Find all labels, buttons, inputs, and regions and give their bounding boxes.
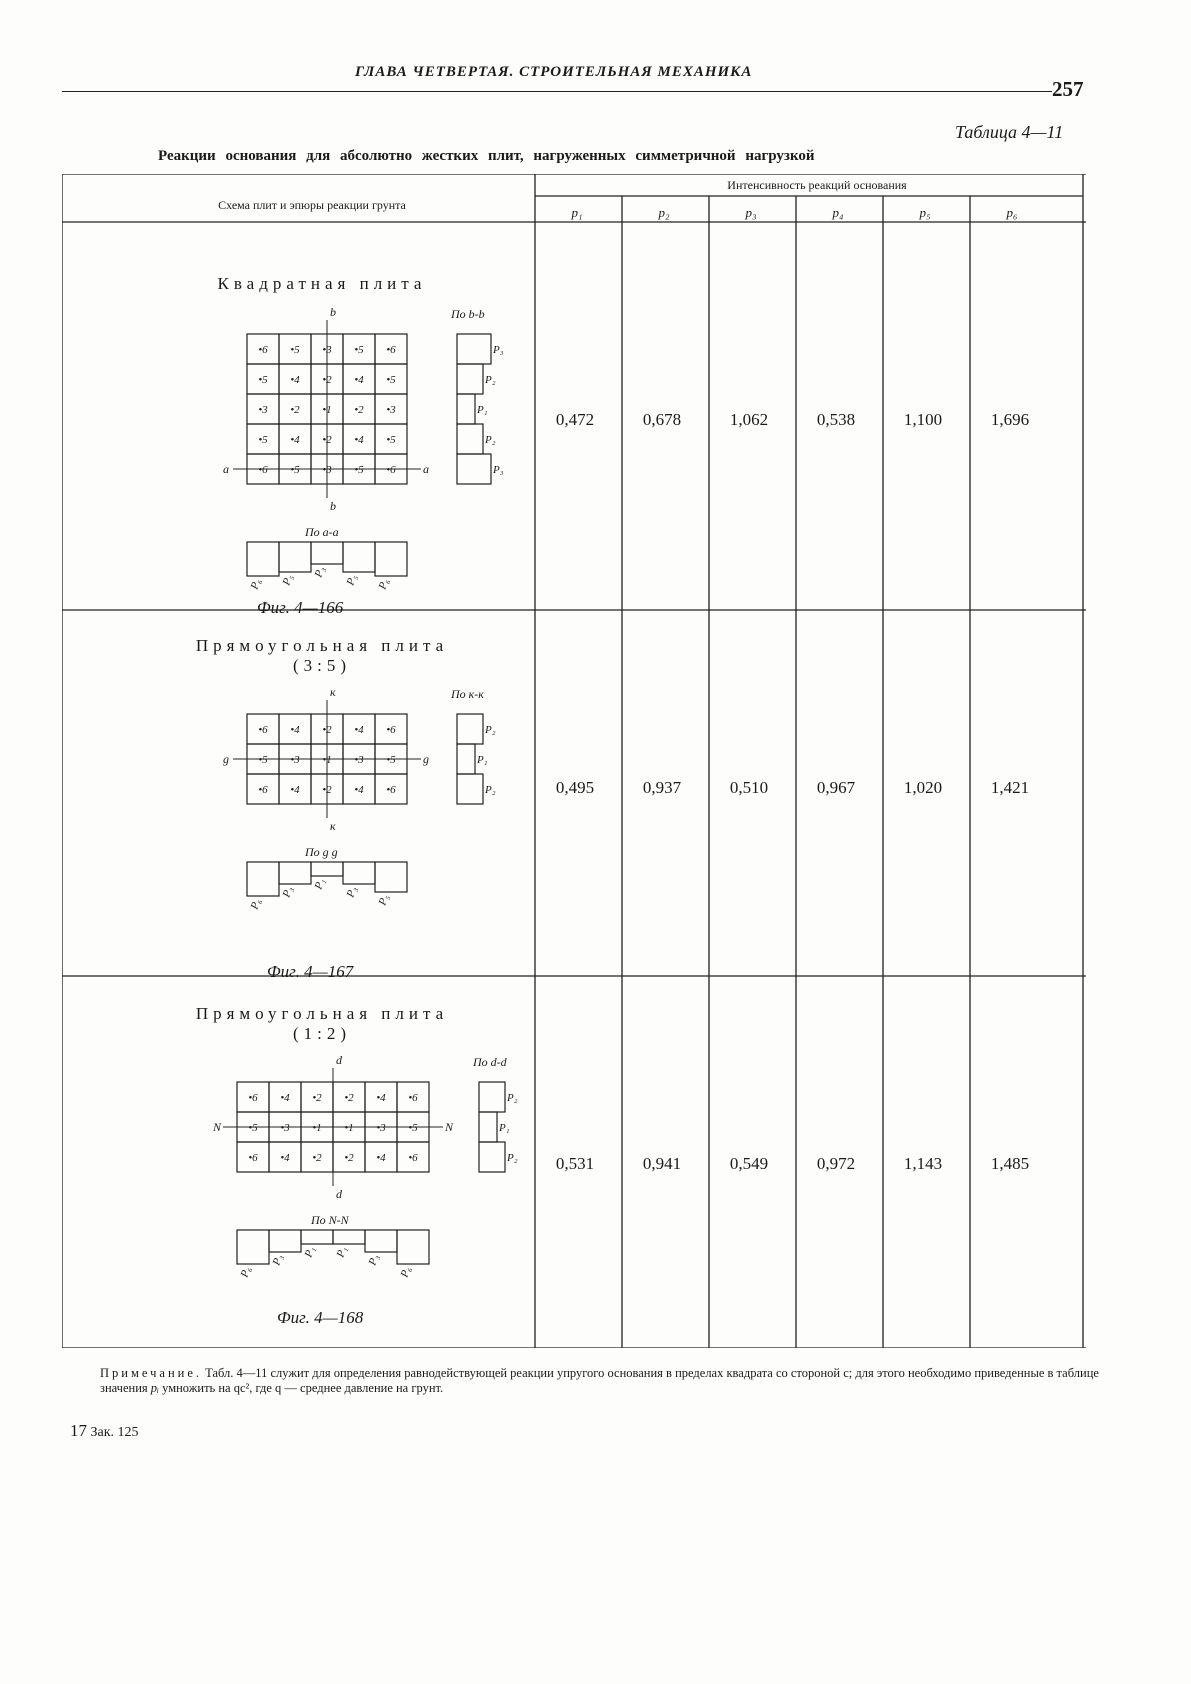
value-cell: 0,531 [555, 1154, 595, 1173]
value-cell: 0,937 [642, 778, 682, 797]
reaction-bar [457, 424, 483, 454]
cell-index: •6 [258, 724, 268, 736]
reaction-bar [301, 1230, 333, 1244]
cell-index: •5 [386, 754, 396, 766]
table-note [100, 1366, 1110, 1396]
cell-index: •4 [354, 724, 364, 736]
value-cell: 1,421 [990, 778, 1030, 797]
cell-index: •2 [344, 1152, 354, 1164]
p5-header: p₅ [919, 205, 931, 220]
intensity-column-header: Интенсивность реакций основания [727, 178, 907, 192]
cell-index: •6 [408, 1092, 418, 1104]
reaction-label: P₃ [280, 885, 296, 900]
plate-grid [212, 1053, 518, 1280]
cell-index: •5 [258, 434, 268, 446]
plate-diagram [157, 294, 527, 594]
axis-label: N [213, 1120, 222, 1134]
cell-index: •5 [408, 1122, 418, 1134]
section-label: По N-N [311, 1213, 349, 1227]
note-pi: pᵢ [150, 1381, 159, 1395]
cell-index: •4 [290, 724, 300, 736]
table-title: Реакции основания для абсолютно жестких плит, нагруженных симметричной нагрузкой [158, 148, 815, 164]
cell-index: •1 [344, 1122, 354, 1134]
cell-index: •5 [386, 434, 396, 446]
cell-index: •4 [376, 1092, 386, 1104]
plate-grid [223, 685, 496, 912]
axis-label: к [330, 685, 336, 699]
reaction-label: P₁ [334, 1245, 350, 1260]
value-cell: 1,143 [903, 1154, 943, 1173]
reaction-label: P₂ [507, 1092, 518, 1104]
axis-label: b [330, 305, 336, 319]
reaction-label: P₆ [398, 1265, 414, 1280]
cell-index: •3 [322, 464, 332, 476]
reaction-bar [457, 774, 483, 804]
cell-index: •6 [248, 1152, 258, 1164]
reaction-bar [343, 542, 375, 572]
cell-index: •4 [280, 1152, 290, 1164]
cell-index: •6 [258, 784, 268, 796]
cell-index: •4 [290, 434, 300, 446]
cell-index: •2 [322, 374, 332, 386]
note-text-2: умножить на qc², где q — среднее давление на грунт. [159, 1381, 444, 1395]
section-label: По d-d [473, 1055, 507, 1069]
figure-caption: Фиг. 4—168 [277, 1308, 364, 1327]
reaction-bar [247, 542, 279, 576]
axis-label: d [336, 1187, 342, 1201]
reaction-label: P₆ [238, 1265, 254, 1280]
cell-index: •1 [322, 754, 332, 766]
cell-index: •2 [322, 784, 332, 796]
axis-label: a [223, 462, 229, 476]
cell-index: •4 [290, 784, 300, 796]
cell-index: •6 [386, 464, 396, 476]
plate-ratio: (3:5) [292, 656, 352, 675]
reaction-bar [375, 862, 407, 892]
value-cell: 0,941 [642, 1154, 682, 1173]
reaction-label: P₁ [302, 1245, 318, 1260]
reaction-label: P₁ [499, 1122, 510, 1134]
value-cell: 0,510 [729, 778, 769, 797]
p4-header: p₄ [832, 205, 844, 220]
p2-header: p₂ [658, 205, 670, 220]
note-text-1: Табл. 4—11 служит для определения равнодействующей реакции упругого основания в пределах квадрата со стороной c; для этого необходимо приведенные в таблице значения [100, 1366, 1099, 1395]
plate-ratio: (1:2) [292, 1024, 352, 1043]
axis-label: g [423, 752, 429, 766]
cell-index: •5 [290, 344, 300, 356]
cell-index: •6 [258, 464, 268, 476]
cell-index: •5 [386, 374, 396, 386]
cell-index: •5 [290, 464, 300, 476]
cell-index: •2 [354, 404, 364, 416]
reaction-label: P₆ [376, 577, 392, 592]
axis-label: d [336, 1053, 342, 1067]
cell-index: •4 [290, 374, 300, 386]
reaction-label: P₂ [485, 374, 496, 386]
cell-index: •6 [386, 344, 396, 356]
reaction-label: P₁ [477, 754, 488, 766]
reaction-bar [237, 1230, 269, 1264]
reaction-bar [279, 862, 311, 884]
plate-diagram [147, 1042, 527, 1312]
plate-name: Квадратная плита [217, 274, 427, 293]
cell-index: •6 [258, 344, 268, 356]
axis-label: к [330, 819, 336, 833]
reaction-bar [457, 364, 483, 394]
scheme-column-header: Схема плит и эпюры реакции грунта [218, 198, 406, 212]
reaction-label: P₅ [344, 573, 360, 588]
value-cell: 0,678 [642, 410, 682, 429]
cell-index: •3 [258, 404, 268, 416]
reaction-label: P₃ [312, 565, 328, 580]
reaction-bar [479, 1112, 497, 1142]
reaction-label: P₆ [248, 897, 264, 912]
reaction-label: P₂ [507, 1152, 518, 1164]
reaction-bar [375, 542, 407, 576]
value-cell: 1,100 [903, 410, 943, 429]
cell-index: •4 [354, 434, 364, 446]
p6-header: p₆ [1006, 205, 1018, 220]
cell-index: •4 [354, 374, 364, 386]
figure-caption: Фиг. 4—166 [257, 598, 344, 617]
reaction-bar [457, 744, 475, 774]
note-label: Примечание. [100, 1366, 203, 1380]
value-cell: 1,062 [729, 410, 769, 429]
p1-header: p₁ [571, 205, 583, 220]
cell-index: •4 [354, 784, 364, 796]
value-cell: 0,972 [816, 1154, 856, 1173]
plate-name: Прямоугольная плита [195, 1004, 449, 1023]
reaction-bar [479, 1082, 505, 1112]
cell-index: •5 [258, 754, 268, 766]
reaction-bar [457, 454, 491, 484]
value-cell: 1,485 [990, 1154, 1030, 1173]
reaction-label: P₃ [493, 464, 504, 476]
cell-index: •1 [322, 404, 332, 416]
cell-index: •2 [312, 1152, 322, 1164]
page-number: 257 [1052, 77, 1084, 101]
figure-caption: Фиг. 4—167 [267, 962, 354, 981]
axis-label: N [445, 1120, 454, 1134]
cell-index: •6 [248, 1092, 258, 1104]
cell-index: •3 [322, 344, 332, 356]
value-cell: 0,538 [816, 410, 856, 429]
reaction-label: P₁ [477, 404, 488, 416]
reaction-bar [343, 862, 375, 884]
reaction-label: P₂ [485, 724, 496, 736]
reaction-label: P₂ [485, 784, 496, 796]
section-label: По g g [305, 845, 338, 859]
cell-index: •4 [280, 1092, 290, 1104]
reaction-label: P₃ [493, 344, 504, 356]
value-cell: 0,967 [816, 778, 856, 797]
cell-index: •3 [290, 754, 300, 766]
reaction-bar [333, 1230, 365, 1244]
plate-name: Прямоугольная плита [195, 636, 449, 655]
cell-index: •5 [248, 1122, 258, 1134]
reaction-label: P₅ [376, 893, 392, 908]
section-label: По b-b [451, 307, 485, 321]
table-label: Таблица 4—11 [955, 122, 1064, 142]
cell-index: •2 [344, 1092, 354, 1104]
cell-index: •4 [376, 1152, 386, 1164]
reaction-label: P₂ [485, 434, 496, 446]
cell-index: •1 [312, 1122, 322, 1134]
plate-grid [223, 305, 504, 592]
reaction-label: P₃ [270, 1253, 286, 1268]
reaction-label: P₃ [366, 1253, 382, 1268]
running-head: ГЛАВА ЧЕТВЕРТАЯ. СТРОИТЕЛЬНАЯ МЕХАНИКА [355, 64, 753, 80]
cell-index: •2 [290, 404, 300, 416]
reaction-bar [269, 1230, 301, 1252]
value-cell: 0,549 [729, 1154, 769, 1173]
reaction-bar [247, 862, 279, 896]
reaction-bar [279, 542, 311, 572]
cell-index: •6 [408, 1152, 418, 1164]
axis-label: b [330, 499, 336, 513]
cell-index: •3 [280, 1122, 290, 1134]
cell-index: •5 [354, 344, 364, 356]
header-rule [62, 91, 1052, 92]
cell-index: •5 [258, 374, 268, 386]
cell-index: •3 [386, 404, 396, 416]
p3-header: p₃ [745, 205, 757, 220]
plate-diagram [157, 674, 527, 954]
axis-label: a [423, 462, 429, 476]
cell-index: •2 [322, 724, 332, 736]
reaction-bar [311, 542, 343, 564]
reaction-bar [457, 714, 483, 744]
section-label: По к-к [451, 687, 484, 701]
cell-index: •6 [386, 724, 396, 736]
reaction-bar [479, 1142, 505, 1172]
value-cell: 1,020 [903, 778, 943, 797]
cell-index: •2 [322, 434, 332, 446]
cell-index: •5 [354, 464, 364, 476]
cell-index: •6 [386, 784, 396, 796]
cell-index: •3 [354, 754, 364, 766]
reaction-bar [397, 1230, 429, 1264]
reaction-bar [311, 862, 343, 876]
reaction-label: P₆ [248, 577, 264, 592]
reaction-bar [457, 394, 475, 424]
reaction-table [62, 174, 1086, 1348]
reaction-label: P₅ [280, 573, 296, 588]
printer-footer [70, 1421, 139, 1441]
value-cell: 1,696 [990, 410, 1030, 429]
reaction-bar [457, 334, 491, 364]
order-number: Зак. 125 [90, 1425, 139, 1440]
sheet-number: 17 [70, 1421, 87, 1440]
reaction-bar [365, 1230, 397, 1252]
value-cell: 0,495 [555, 778, 595, 797]
cell-index: •3 [376, 1122, 386, 1134]
reaction-label: P₁ [312, 877, 328, 892]
cell-index: •2 [312, 1092, 322, 1104]
value-cell: 0,472 [555, 410, 595, 429]
section-label: По a-a [305, 525, 339, 539]
reaction-label: P₃ [344, 885, 360, 900]
axis-label: g [223, 752, 229, 766]
